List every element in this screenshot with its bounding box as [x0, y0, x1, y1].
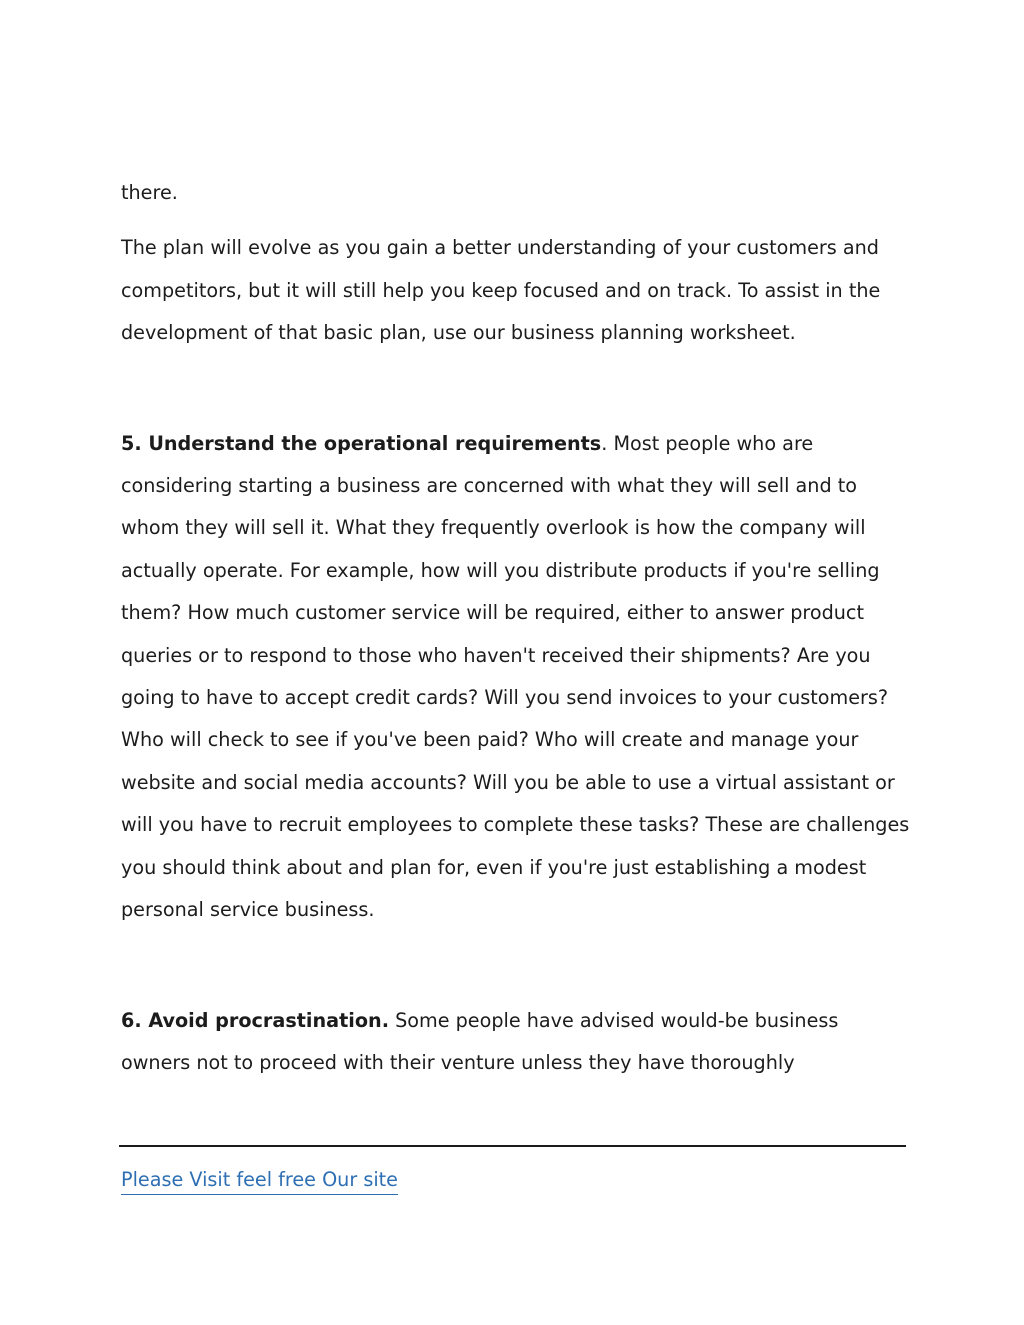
section-body: Most people who are considering starting a business are concerned with what they will sell and to whom they will sell it. What they frequently overlook is how the company will actually operate. For example, how will you distribute products if you're selling them? How much customer service will be required, either to answer product queries or to respond to those who haven't received their shipments? Are you going to have to accept credit cards? Will you send invoices to your customers? Who will check to see if you've been paid? Who will create and manage your website and social media accounts? Will you be able to use a virtual assistant or will you have to recruit employees to complete these tasks? These are challenges you should think about and plan for, even if you're just establishing a modest personal service business. — [121, 431, 910, 922]
section-heading: 5. Understand the operational requirements — [121, 431, 602, 455]
footer-divider — [119, 1145, 906, 1147]
document-body — [121, 172, 911, 1084]
section-body: Some people have advised would-be business owners not to proceed with their venture unless they have thoroughly — [121, 1008, 839, 1074]
section-operational-requirements — [121, 423, 911, 932]
visit-site-link[interactable]: Please Visit feel free Our site — [121, 1166, 398, 1195]
continuation-text: there. — [121, 181, 178, 204]
section-heading: 6. Avoid procrastination. — [121, 1008, 389, 1032]
section-avoid-procrastination — [121, 1000, 911, 1085]
section-heading-suffix: . — [601, 431, 608, 455]
plan-paragraph: The plan will evolve as you gain a better understanding of your customers and competitors, but it will still help you keep focused and on track. To assist in the development of that basic plan, use our business planning worksheet. — [121, 236, 881, 345]
